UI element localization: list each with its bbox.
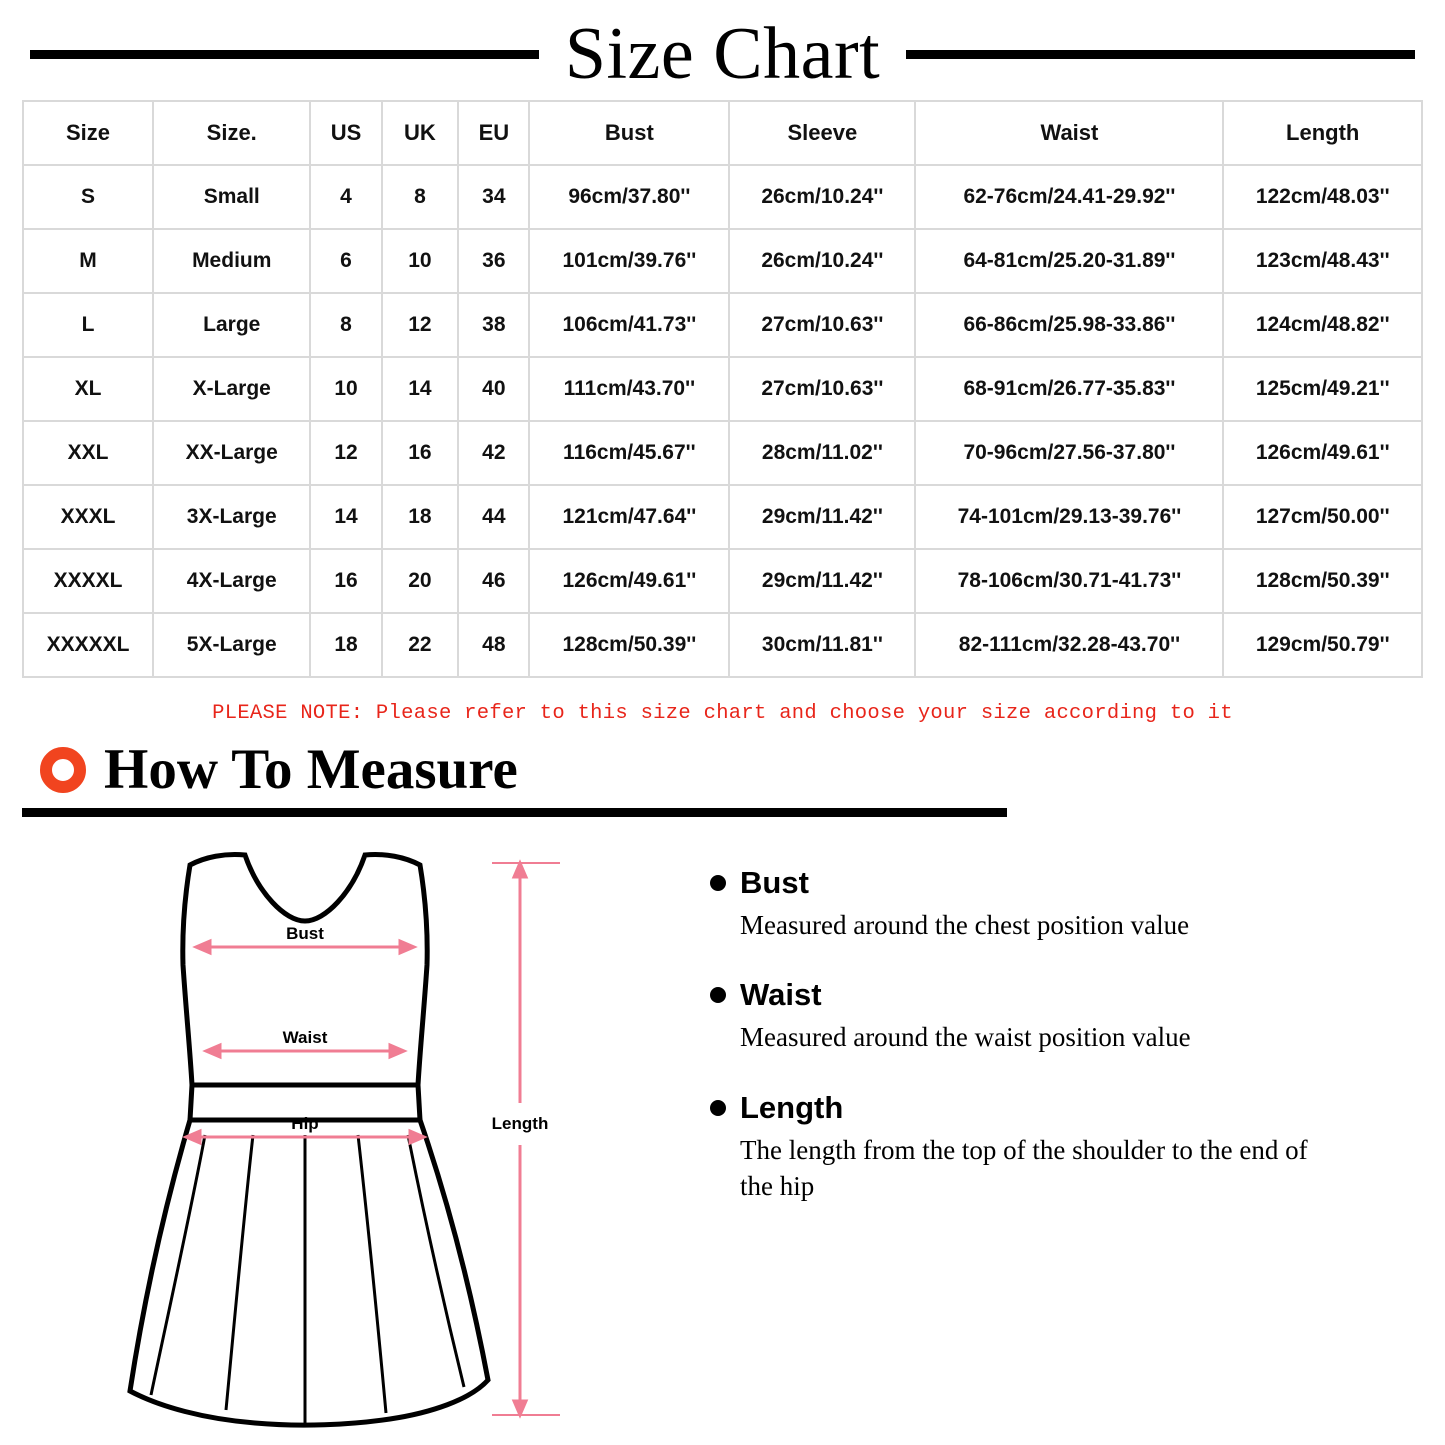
dress-diagram [0, 835, 700, 1440]
page-title: Size Chart [564, 13, 881, 95]
table-header-row [23, 101, 1422, 165]
cell-us: 16 [310, 549, 381, 613]
cell-length: 129cm/50.79'' [1223, 613, 1422, 677]
table-row [23, 293, 1422, 357]
diagram-label-length: Length [491, 1114, 549, 1133]
cell-length: 127cm/50.00'' [1223, 485, 1422, 549]
definition-bust [710, 865, 1405, 943]
cell-us: 14 [310, 485, 381, 549]
cell-uk: 16 [382, 421, 459, 485]
definition-length [710, 1090, 1405, 1205]
cell-size2: 3X-Large [153, 485, 310, 549]
size-chart-table-wrapper [0, 100, 1445, 678]
bullet-icon [710, 987, 726, 1003]
cell-sleeve: 30cm/11.81'' [729, 613, 915, 677]
cell-sleeve: 26cm/10.24'' [729, 229, 915, 293]
how-to-measure-title: How To Measure [104, 738, 518, 801]
cell-size2: 4X-Large [153, 549, 310, 613]
column-header-waist: Waist [915, 101, 1223, 165]
cell-uk: 10 [382, 229, 459, 293]
column-header-eu: EU [458, 101, 529, 165]
cell-eu: 36 [458, 229, 529, 293]
definition-waist-text: Measured around the waist position value [740, 1022, 1191, 1053]
cell-sleeve: 27cm/10.63'' [729, 293, 915, 357]
table-row [23, 421, 1422, 485]
column-header-sleeve: Sleeve [729, 101, 915, 165]
cell-eu: 46 [458, 549, 529, 613]
definition-waist [710, 977, 1405, 1055]
cell-waist: 78-106cm/30.71-41.73'' [915, 549, 1223, 613]
how-to-measure-header [0, 738, 1445, 801]
cell-waist: 74-101cm/29.13-39.76'' [915, 485, 1223, 549]
cell-sleeve: 29cm/11.42'' [729, 485, 915, 549]
cell-waist: 82-111cm/32.28-43.70'' [915, 613, 1223, 677]
cell-waist: 68-91cm/26.77-35.83'' [915, 357, 1223, 421]
cell-size: XL [23, 357, 153, 421]
cell-bust: 128cm/50.39'' [529, 613, 729, 677]
cell-uk: 20 [382, 549, 459, 613]
diagram-label-bust: Bust [286, 924, 324, 943]
cell-size2: Medium [153, 229, 310, 293]
diagram-label-hip: Hip [291, 1114, 319, 1133]
cell-uk: 18 [382, 485, 459, 549]
cell-us: 4 [310, 165, 381, 229]
cell-uk: 14 [382, 357, 459, 421]
column-header-size: Size [23, 101, 153, 165]
cell-us: 12 [310, 421, 381, 485]
definition-bust-heading [710, 865, 1405, 901]
cell-eu: 42 [458, 421, 529, 485]
column-header-length: Length [1223, 101, 1422, 165]
header-rule-left [30, 50, 539, 59]
measure-definitions [700, 835, 1445, 1440]
definition-length-heading [710, 1090, 1405, 1126]
cell-uk: 22 [382, 613, 459, 677]
size-chart-table [22, 100, 1423, 678]
cell-length: 123cm/48.43'' [1223, 229, 1422, 293]
cell-bust: 101cm/39.76'' [529, 229, 729, 293]
cell-size2: X-Large [153, 357, 310, 421]
cell-eu: 34 [458, 165, 529, 229]
table-row [23, 165, 1422, 229]
cell-waist: 64-81cm/25.20-31.89'' [915, 229, 1223, 293]
page-header [0, 0, 1445, 100]
cell-size: M [23, 229, 153, 293]
cell-eu: 40 [458, 357, 529, 421]
how-to-measure-body [0, 817, 1445, 1440]
cell-eu: 44 [458, 485, 529, 549]
definition-waist-heading [710, 977, 1405, 1013]
column-header-bust: Bust [529, 101, 729, 165]
how-to-measure-rule [22, 808, 1007, 817]
cell-sleeve: 26cm/10.24'' [729, 165, 915, 229]
table-row [23, 357, 1422, 421]
cell-size: XXL [23, 421, 153, 485]
cell-bust: 106cm/41.73'' [529, 293, 729, 357]
diagram-label-waist: Waist [282, 1028, 328, 1047]
cell-size: L [23, 293, 153, 357]
table-row [23, 485, 1422, 549]
cell-size: XXXL [23, 485, 153, 549]
cell-us: 6 [310, 229, 381, 293]
cell-size2: Small [153, 165, 310, 229]
column-header-size2: Size. [153, 101, 310, 165]
definition-bust-text: Measured around the chest position value [740, 910, 1190, 940]
cell-us: 18 [310, 613, 381, 677]
cell-us: 8 [310, 293, 381, 357]
cell-waist: 66-86cm/25.98-33.86'' [915, 293, 1223, 357]
circle-icon [40, 747, 86, 793]
column-header-uk: UK [382, 101, 459, 165]
cell-size2: XX-Large [153, 421, 310, 485]
definition-length-text: The length from the top of the shoulder to the end of the hip [740, 1134, 1308, 1202]
cell-uk: 8 [382, 165, 459, 229]
cell-sleeve: 27cm/10.63'' [729, 357, 915, 421]
cell-bust: 96cm/37.80'' [529, 165, 729, 229]
cell-size: XXXXL [23, 549, 153, 613]
table-row [23, 229, 1422, 293]
cell-bust: 126cm/49.61'' [529, 549, 729, 613]
cell-sleeve: 28cm/11.02'' [729, 421, 915, 485]
table-row [23, 549, 1422, 613]
bullet-icon [710, 1100, 726, 1116]
cell-bust: 111cm/43.70'' [529, 357, 729, 421]
cell-waist: 62-76cm/24.41-29.92'' [915, 165, 1223, 229]
header-rule-right [906, 50, 1415, 59]
cell-length: 122cm/48.03'' [1223, 165, 1422, 229]
cell-length: 125cm/49.21'' [1223, 357, 1422, 421]
cell-eu: 38 [458, 293, 529, 357]
definition-waist-label: Waist [740, 977, 822, 1013]
definition-bust-label: Bust [740, 865, 809, 900]
cell-size2: Large [153, 293, 310, 357]
dress-diagram-svg [0, 835, 700, 1435]
cell-size: XXXXXL [23, 613, 153, 677]
cell-size2: 5X-Large [153, 613, 310, 677]
column-header-us: US [310, 101, 381, 165]
bullet-icon [710, 875, 726, 891]
cell-length: 128cm/50.39'' [1223, 549, 1422, 613]
cell-eu: 48 [458, 613, 529, 677]
cell-us: 10 [310, 357, 381, 421]
cell-length: 126cm/49.61'' [1223, 421, 1422, 485]
table-row [23, 613, 1422, 677]
cell-uk: 12 [382, 293, 459, 357]
cell-bust: 116cm/45.67'' [529, 421, 729, 485]
cell-length: 124cm/48.82'' [1223, 293, 1422, 357]
cell-size: S [23, 165, 153, 229]
please-note-text: PLEASE NOTE: Please refer to this size chart and choose your size according to it [212, 702, 1233, 725]
cell-sleeve: 29cm/11.42'' [729, 549, 915, 613]
cell-waist: 70-96cm/27.56-37.80'' [915, 421, 1223, 485]
definition-length-label: Length [740, 1089, 844, 1125]
cell-bust: 121cm/47.64'' [529, 485, 729, 549]
